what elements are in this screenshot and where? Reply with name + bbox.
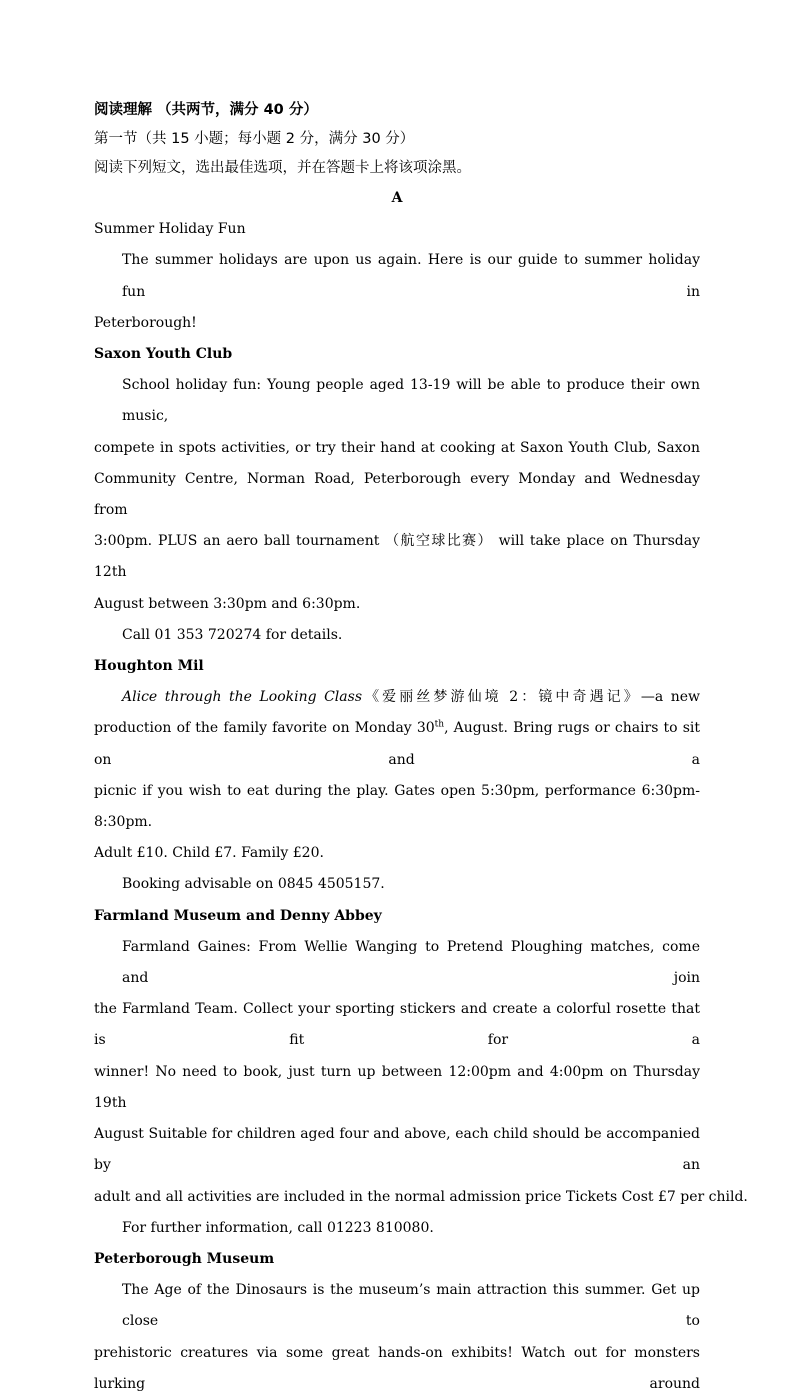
saxon-line: August between 3:30pm and 6:30pm. [94, 595, 361, 612]
play-title: Alice through the Looking Class [122, 689, 363, 706]
houghton-booking: Booking advisable on 0845 4505157. [122, 876, 385, 893]
intro-line: Peterborough! [94, 314, 197, 331]
farmland-line: adult and all activities are included in the normal admission price Tickets Cost £7 per child. [94, 1188, 748, 1205]
houghton-line-pre: production of the family favorite on Monday 30 [94, 720, 435, 737]
ordinal-suffix: th [434, 719, 445, 730]
document-page [94, 96, 748, 1400]
section-subtitle: 第一节（共 15 小题；每小题 2 分，满分 30 分） [94, 131, 415, 147]
saxon-line: School holiday fun: Young people aged 13-19 will be able to produce their own music, [122, 377, 700, 425]
intro-line: The summer holidays are upon us again. Here is our guide to summer holiday fun in [122, 252, 700, 300]
farmland-info: For further information, call 01223 810080. [122, 1219, 434, 1236]
saxon-line: 3:00pm. PLUS an aero ball tournament （航空球比赛） will take place on Thursday 12th [94, 533, 700, 581]
peterborough-heading: Peterborough Museum [94, 1250, 275, 1267]
saxon-line: compete in spots activities, or try their hand at cooking at Saxon Youth Club, Saxon [94, 439, 700, 456]
farmland-line: winner! No need to book, just turn up between 12:00pm and 4:00pm on Thursday 19th [94, 1063, 700, 1111]
houghton-line [94, 682, 700, 713]
houghton-prices: Adult £10. Child £7. Family £20. [94, 845, 324, 862]
houghton-line: picnic if you wish to eat during the play. Gates open 5:30pm, performance 6:30pm-8:30pm. [94, 782, 700, 831]
saxon-heading: Saxon Youth Club [94, 346, 233, 363]
instruction-text: 阅读下列短文，选出最佳选项，并在答题卡上将该项涂黑。 [94, 160, 471, 176]
houghton-line [94, 713, 700, 775]
saxon-line: Community Centre, Norman Road, Peterborough every Monday and Wednesday from [94, 470, 700, 519]
peterborough-line: prehistoric creatures via some great hands-on exhibits! Watch out for monsters lurking around [94, 1344, 700, 1392]
saxon-call: Call 01 353 720274 for details. [122, 626, 343, 643]
peterborough-line: The Age of the Dinosaurs is the museum’s main attraction this summer. Get up close to [122, 1282, 700, 1330]
play-subtitle: 《爱丽丝梦游仙境 2：镜中奇遇记》—a new [362, 689, 700, 706]
houghton-line-post: , August. Bring rugs or chairs to sit on and a [94, 720, 700, 768]
passage-label: A [391, 190, 403, 206]
section-title: 阅读理解 （共两节，满分 40 分） [94, 102, 318, 118]
farmland-line: the Farmland Team. Collect your sporting stickers and create a colorful rosette that is fit for a [94, 1001, 700, 1049]
passage-title: Summer Holiday Fun [94, 221, 246, 238]
farmland-heading: Farmland Museum and Denny Abbey [94, 907, 382, 924]
farmland-line: Farmland Gaines: From Wellie Wanging to Pretend Ploughing matches, come and join [122, 938, 700, 987]
farmland-line: August Suitable for children aged four and above, each child should be accompanied by an [94, 1126, 700, 1174]
houghton-heading: Houghton Mil [94, 658, 204, 675]
